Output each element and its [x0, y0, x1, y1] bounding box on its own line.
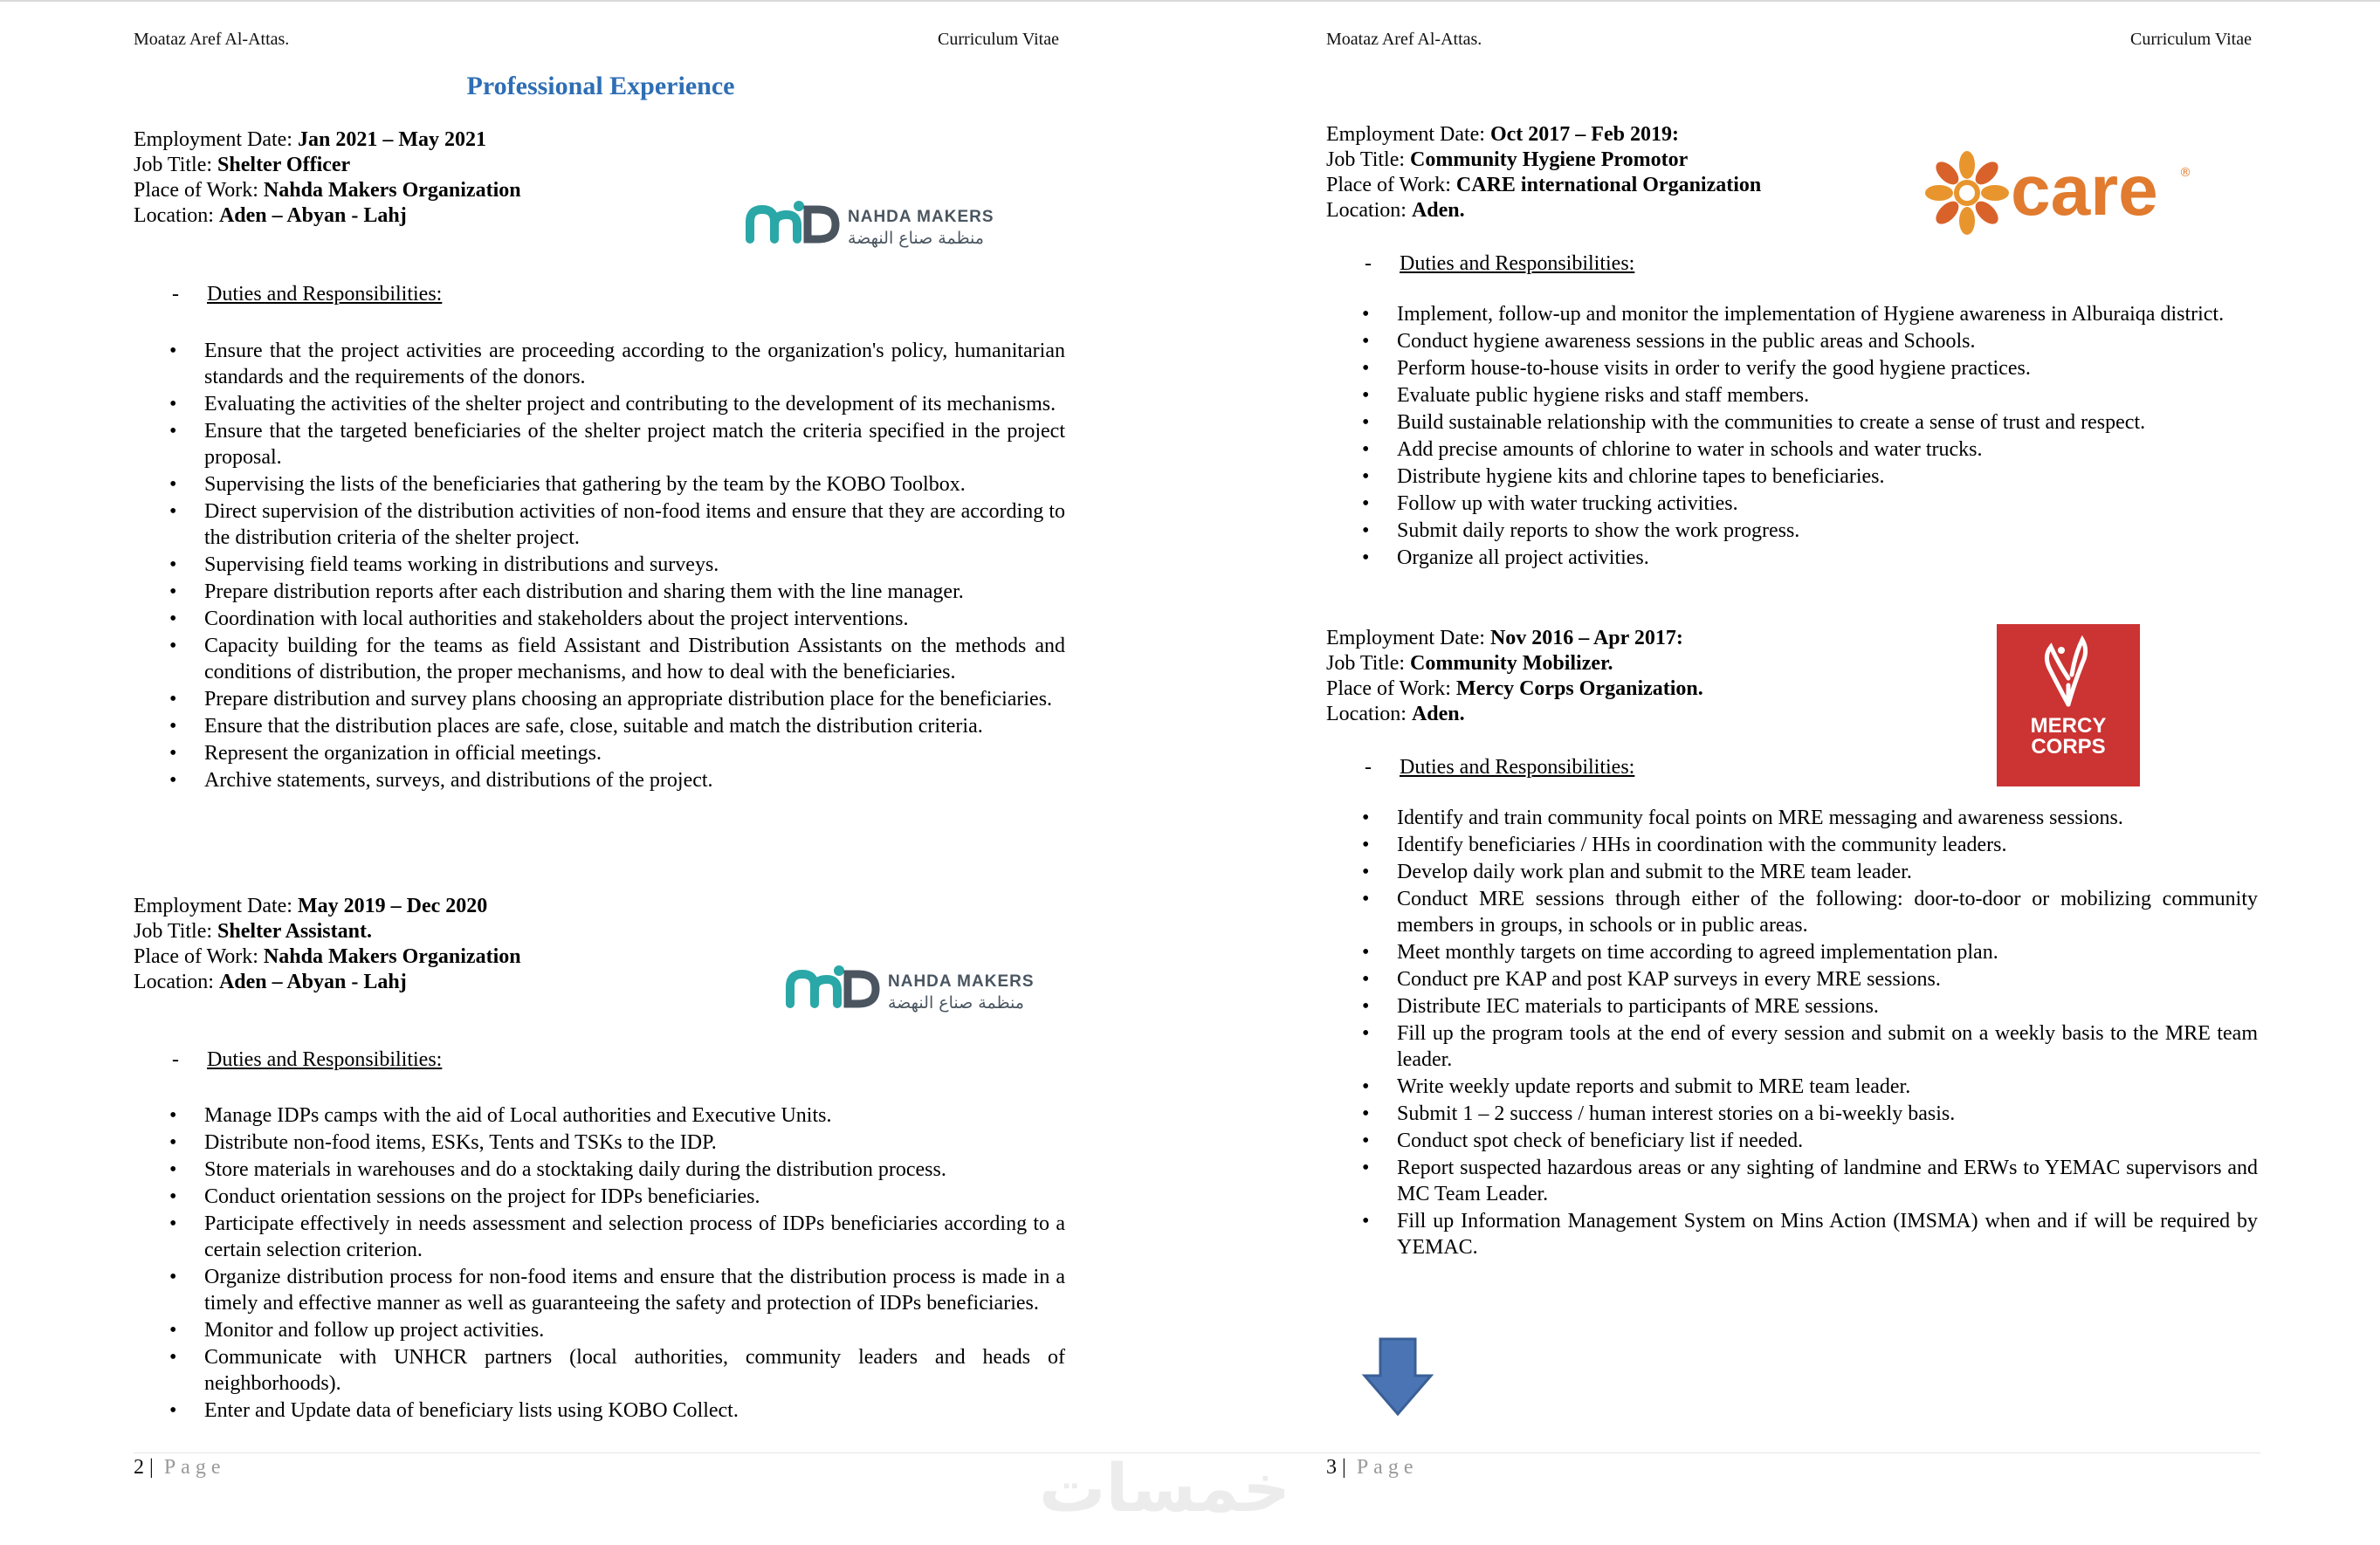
employment-date: Jan 2021 – May 2021 — [297, 128, 486, 151]
duty-item: • Report suspected hazardous areas or any sighting of landmine and ERWs to YEMAC supervisors and MC Team Leader. — [1397, 1155, 2258, 1207]
duty-item: • Identify beneficiaries / HHs in coordination with the community leaders. — [1397, 832, 2258, 858]
document-page-3 — [1326, 0, 2374, 1545]
duty-item: • Conduct spot check of beneficiary list if needed. — [1397, 1128, 2258, 1154]
duty-item: • Supervising field teams working in distributions and surveys. — [204, 552, 1065, 578]
duty-item: • Conduct orientation sessions on the project for IDPs beneficiaries. — [204, 1184, 1065, 1210]
nahda-makers-logo-arabic: منظمة صناع النهضة — [848, 229, 984, 248]
duty-item: • Distribute hygiene kits and chlorine tapes to beneficiaries. — [1397, 464, 2258, 490]
duty-item: • Distribute IEC materials to participants of MRE sessions. — [1397, 993, 2258, 1020]
header-name: Moataz Aref Al-Attas. — [134, 30, 290, 49]
duties-heading: - Duties and Responsibilities: — [172, 283, 443, 306]
place-of-work: Mercy Corps Organization. — [1455, 677, 1703, 700]
page-header — [134, 30, 1059, 56]
header-name: Moataz Aref Al-Attas. — [1326, 30, 1482, 49]
mercy-corps-leaf-icon — [1997, 624, 2140, 715]
duty-item: • Conduct MRE sessions through either of the following: door-to-door or mobilizing community members in groups, in schools or in public areas. — [1397, 886, 2258, 938]
duty-item: • Write weekly update reports and submit to MRE team leader. — [1397, 1074, 2258, 1100]
mercy-corps-logo — [1997, 624, 2140, 786]
duty-item: • Submit daily reports to show the work progress. — [1397, 518, 2258, 544]
duty-item: • Fill up Information Management System on Mins Action (IMSMA) when and if will be required by YEMAC. — [1397, 1208, 2258, 1260]
duty-item: • Monitor and follow up project activities. — [204, 1317, 1065, 1343]
mercy-corps-logo-line1: MERCY — [2030, 714, 2107, 738]
duty-item: • Ensure that the targeted beneficiaries of the shelter project match the criteria specified in the project proposal. — [204, 418, 1065, 470]
duty-item: • Conduct pre KAP and post KAP surveys in every MRE sessions. — [1397, 966, 2258, 992]
duties-list — [134, 338, 1065, 794]
duty-item: • Ensure that the project activities are proceeding according to the organization's policy, humanitarian standards and the requirements of the donors. — [204, 338, 1065, 390]
location: Aden. — [1411, 199, 1465, 222]
location: Aden – Abyan - Lahj — [218, 971, 407, 993]
duty-item: • Prepare distribution reports after each distribution and sharing them with the line manager. — [204, 579, 1065, 605]
duties-list — [134, 1102, 1065, 1425]
duty-item: • Implement, follow-up and monitor the implementation of Hygiene awareness in Alburaiqa district. — [1397, 301, 2258, 327]
duty-item: • Add precise amounts of chlorine to water in schools and water trucks. — [1397, 436, 2258, 463]
nahda-makers-logo-arabic: منظمة صناع النهضة — [888, 993, 1024, 1013]
care-sunburst-icon — [1923, 147, 2011, 239]
duty-item: • Submit 1 – 2 success / human interest stories on a bi-weekly basis. — [1397, 1101, 2258, 1127]
page-header — [1326, 30, 2252, 56]
duty-item: • Perform house-to-house visits in order to verify the good hygiene practices. — [1397, 355, 2258, 381]
header-doc-title: Curriculum Vitae — [2130, 30, 2252, 49]
care-logo-text: care — [2011, 151, 2158, 230]
duty-item: • Evaluating the activities of the shelter project and contributing to the development of its mechanisms. — [204, 391, 1065, 417]
section-title: Professional Experience — [466, 72, 735, 100]
duty-item: • Supervising the lists of the beneficiaries that gathering by the team by the KOBO Toolbox. — [204, 471, 1065, 498]
job-title: Shelter Officer — [217, 154, 351, 176]
duty-item: • Manage IDPs camps with the aid of Local authorities and Executive Units. — [204, 1102, 1065, 1129]
document-page-2 — [134, 0, 1181, 1545]
duty-item: • Prepare distribution and survey plans choosing an appropriate distribution place for the beneficiaries. — [204, 686, 1065, 712]
duty-item: • Capacity building for the teams as field Assistant and Distribution Assistants on the methods and conditions of distribution, the proper mechanisms, and how to deal with the beneficiaries. — [204, 633, 1065, 685]
nahda-makers-mark-icon — [745, 199, 846, 248]
duty-item: • Enter and Update data of beneficiary lists using KOBO Collect. — [204, 1397, 1065, 1424]
location: Aden – Abyan - Lahj — [218, 204, 407, 227]
duty-item: • Archive statements, surveys, and distributions of the project. — [204, 767, 1065, 793]
place-of-work: Nahda Makers Organization — [263, 945, 521, 968]
duty-item: • Organize distribution process for non-food items and ensure that the distribution process is made in a timely and effective manner as well as guaranteeing the safety and protection of IDPs beneficiaries. — [204, 1264, 1065, 1316]
duty-item: • Develop daily work plan and submit to the MRE team leader. — [1397, 859, 2258, 885]
job-title: Community Hygiene Promotor — [1410, 148, 1689, 171]
header-doc-title: Curriculum Vitae — [938, 30, 1059, 49]
location: Aden. — [1411, 703, 1465, 725]
page-number: 2 | Page — [134, 1456, 226, 1479]
duty-item: • Conduct hygiene awareness sessions in the public areas and Schools. — [1397, 328, 2258, 354]
job-title: Community Mobilizer. — [1410, 652, 1613, 675]
care-logo — [1923, 147, 2191, 243]
duty-item: • Organize all project activities. — [1397, 545, 2258, 571]
nahda-makers-logo — [745, 199, 1007, 255]
duties-list — [1326, 805, 2258, 1261]
mercy-corps-logo-line2: CORPS — [2031, 735, 2106, 759]
duty-item: • Direct supervision of the distribution activities of non-food items and ensure that they are according to the distribution criteria of the shelter project. — [204, 498, 1065, 551]
duty-item: • Represent the organization in official meetings. — [204, 740, 1065, 766]
duty-item: • Participate effectively in needs assessment and selection process of IDPs beneficiaries according to a certain selection criterion. — [204, 1211, 1065, 1263]
duty-item: • Fill up the program tools at the end of every session and submit on a weekly basis to the MRE team leader. — [1397, 1020, 2258, 1073]
employment-date: May 2019 – Dec 2020 — [297, 895, 488, 917]
care-logo-registered: ® — [2179, 166, 2191, 180]
duty-item: • Evaluate public hygiene risks and staff members. — [1397, 382, 2258, 409]
footer-divider — [1326, 1452, 2260, 1453]
employment-date: Nov 2016 – Apr 2017: — [1489, 627, 1683, 649]
nahda-makers-logo-text: NAHDA MAKERS — [888, 972, 1035, 991]
job-info: Employment Date: Oct 2017 – Feb 2019: Job Title: Community Hygiene Promotor Place of Work: CARE international Organization Location: Aden. — [1326, 123, 1762, 222]
watermark: خمسات — [1039, 1449, 1290, 1527]
duties-heading: - Duties and Responsibilities: — [1365, 756, 1635, 779]
duty-item: • Ensure that the distribution places are safe, close, suitable and match the distribution criteria. — [204, 713, 1065, 739]
down-arrow-icon — [1361, 1337, 1434, 1418]
page-number: 3 | Page — [1326, 1456, 1419, 1479]
duties-list — [1326, 301, 2258, 572]
place-of-work: CARE international Organization — [1455, 174, 1762, 196]
nahda-makers-logo-text: NAHDA MAKERS — [848, 208, 994, 226]
duty-item: • Build sustainable relationship with the communities to create a sense of trust and respect. — [1397, 409, 2258, 436]
duties-heading: - Duties and Responsibilities: — [1365, 252, 1635, 275]
duty-item: • Meet monthly targets on time according to agreed implementation plan. — [1397, 939, 2258, 965]
job-title: Shelter Assistant. — [217, 920, 372, 943]
job-info: Employment Date: Jan 2021 – May 2021 Job Title: Shelter Officer Place of Work: Nahda Makers Organization Location: Aden – Abyan - Lahj — [134, 128, 521, 227]
place-of-work: Nahda Makers Organization — [263, 179, 521, 202]
job-info: Employment Date: Nov 2016 – Apr 2017: Job Title: Community Mobilizer. Place of Work: Mercy Corps Organization. Location: Aden. — [1326, 627, 1703, 725]
duty-item: • Distribute non-food items, ESKs, Tents and TSKs to the IDP. — [204, 1130, 1065, 1156]
duties-heading: - Duties and Responsibilities: — [172, 1048, 443, 1071]
job-info: Employment Date: May 2019 – Dec 2020 Job Title: Shelter Assistant. Place of Work: Nahda Makers Organization Location: Aden – Abyan - Lahj — [134, 895, 521, 993]
duty-item: • Identify and train community focal points on MRE messaging and awareness sessions. — [1397, 805, 2258, 831]
duty-item: • Communicate with UNHCR partners (local authorities, community leaders and heads of neighborhoods). — [204, 1344, 1065, 1397]
employment-date: Oct 2017 – Feb 2019: — [1489, 123, 1679, 146]
duty-item: • Follow up with water trucking activities. — [1397, 491, 2258, 517]
nahda-makers-logo — [785, 964, 1047, 1020]
nahda-makers-mark-icon — [785, 964, 886, 1013]
duty-item: • Store materials in warehouses and do a stocktaking daily during the distribution process. — [204, 1157, 1065, 1183]
duty-item: • Coordination with local authorities and stakeholders about the project interventions. — [204, 606, 1065, 632]
